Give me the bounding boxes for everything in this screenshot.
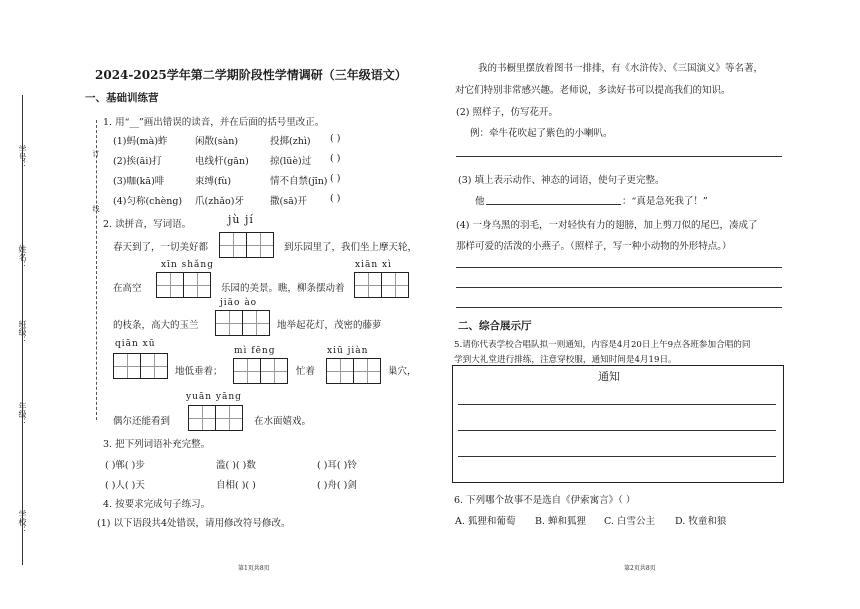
- q2-line5b: 在水面嬉戏。: [254, 416, 312, 427]
- r-q4-line-b: [456, 287, 782, 288]
- q2-line4a: 地低垂着；: [175, 366, 223, 377]
- q1-answer-paren: ( ): [330, 193, 341, 204]
- q1-word: 电线杆(gān): [195, 156, 249, 167]
- q1-word: (3)咖(kā)啡: [113, 176, 165, 187]
- q1-word: 闲散(sàn): [195, 136, 239, 147]
- r-q6-opt-d: D. 牧童和狼: [675, 516, 727, 527]
- section-2-heading: 二、综合展示厅: [458, 320, 532, 332]
- q2-line4c: 巢穴，: [388, 366, 417, 377]
- gutter-mark-xian: 线: [92, 205, 100, 212]
- r-q4-line1: (4) 一身乌黑的羽毛，一对轻快有力的翅膀，加上剪刀似的尾巴，凑成了: [456, 220, 758, 231]
- q2-line3a: 的枝条，高大的玉兰: [113, 320, 199, 331]
- q1-answer-paren: ( ): [330, 133, 341, 144]
- q2-line3b: 地举起花灯，茂密的藤萝: [277, 320, 382, 331]
- gutter-name-label: 姓名：: [18, 245, 27, 269]
- page-title: 2024-2025学年第二学期阶段性学情调研（三年级语文）: [95, 68, 407, 82]
- q3-item-5: 自相( )( ): [216, 480, 256, 491]
- r-q3-he: 他: [475, 196, 485, 207]
- q1-word: 撒(sā)开: [270, 196, 307, 207]
- r-q5-line1: 5.请你代表学校合唱队拟一则通知，内容是4月20日上午9点各班参加合唱的同: [454, 340, 751, 350]
- r-q6: 6. 下列哪个故事不是选自《伊索寓言》（ ）: [454, 495, 636, 506]
- page-2-footer: 第2页共8页: [624, 565, 656, 572]
- q1-word: (1)蚂(mà)蚱: [113, 136, 168, 147]
- pinyin-xiujian: xiū jiàn: [327, 346, 369, 356]
- q1-word: 情不自禁(jīn): [270, 176, 328, 187]
- pinyin-yuanyang: yuān yāng: [186, 392, 242, 402]
- q4-sub1: (1) 以下语段共4处错误，请用修改符号修改。: [97, 518, 291, 529]
- gutter-school-label: 学校：: [18, 510, 27, 534]
- q2-line4b: 忙着: [296, 366, 316, 377]
- q3-item-4: ( )人( )天: [105, 480, 145, 491]
- r-q2-answer-line: [456, 156, 782, 157]
- grid-qianxu: [113, 353, 168, 379]
- gutter-id-label: 学号：: [18, 145, 27, 169]
- r-q4-line2: 那样可爱的活泼的小燕子。（照样子，写一种小动物的外形特点。）: [456, 241, 732, 252]
- page-1-footer: 第1页共8页: [238, 565, 270, 572]
- gutter-class-label: 班级：: [18, 320, 27, 344]
- q3-item-6: ( )舟( )剑: [317, 480, 357, 491]
- q3-item-3: ( )耳( )铃: [317, 460, 357, 471]
- r-q3-rest: ：“真是急死我了！”: [622, 196, 708, 207]
- grid-xinshang: [156, 272, 211, 298]
- grid-juji: [219, 232, 274, 258]
- q2-line1b: 到乐园里了，我们坐上摩天轮，: [284, 242, 418, 253]
- q1-word: 投掷(zhì): [270, 136, 311, 147]
- r-q4-line-a: [456, 267, 782, 268]
- q1-word: (2)挨(āi)打: [113, 156, 162, 167]
- grid-yuanyang: [188, 405, 243, 431]
- grid-jiaoao: [215, 310, 270, 336]
- gutter-mark-ding: 订: [92, 150, 100, 157]
- r-q5-line2: 学到大礼堂进行排练，注意穿校服，通知时间是4月19日。: [454, 355, 677, 365]
- q3-item-2: 滥( )( )数: [216, 460, 256, 471]
- section-1-heading: 一、基础训练营: [85, 92, 159, 104]
- pinyin-jiaoao: jiāo ào: [220, 298, 258, 308]
- notice-line-1: [458, 404, 776, 405]
- q1-word: 束缚(fù): [195, 176, 232, 187]
- r-para-1: 我的书橱里摆放着图书一排排，有《水浒传》、《三国演义》等名著，: [478, 63, 764, 74]
- r-q3: (3) 填上表示动作、神态的词语，使句子更完整。: [458, 175, 665, 186]
- pinyin-mifeng: mì fēng: [234, 346, 276, 356]
- q3-stem: 3. 把下列词语补充完整。: [103, 439, 211, 450]
- q2-line1a: 春天到了，一切美好都: [113, 242, 209, 253]
- q1-word: 爪(zhǎo)牙: [195, 196, 244, 207]
- grid-xiujian: [326, 358, 381, 384]
- r-q3-blank: [486, 204, 621, 205]
- r-q2: (2) 照样子，仿写花开。: [456, 107, 558, 118]
- grid-mifeng: [233, 358, 288, 384]
- q1-stem: 1. 用“__”画出错误的读音，并在后面的括号里改正。: [103, 117, 325, 128]
- q2-line5a: 偶尔还能看到: [113, 416, 171, 427]
- q1-answer-paren: ( ): [330, 173, 341, 184]
- r-q6-opt-a: A. 狐狸和葡萄: [455, 516, 516, 527]
- pinyin-xinshang: xīn shǎng: [161, 260, 214, 270]
- r-example: 例：牵牛花吹起了紫色的小喇叭。: [470, 128, 613, 139]
- pinyin-juji: jù jí: [228, 213, 254, 226]
- q2-line2a: 在高空: [113, 283, 142, 294]
- notice-title: 通知: [598, 370, 620, 383]
- pinyin-qianxu: qiān xū: [115, 339, 156, 349]
- q3-item-1: ( )郸( )步: [105, 460, 145, 471]
- q1-word: (4)匀称(chèng): [113, 196, 183, 207]
- r-para-2: 对它们特别非常感兴趣。老师说，多读好书可以提高我们的知识。: [455, 85, 731, 96]
- q1-answer-paren: ( ): [330, 153, 341, 164]
- r-q6-opt-b: B. 蝉和狐狸: [535, 516, 587, 527]
- q2-line2b: 乐园的美景。瞧，柳条摆动着: [221, 283, 345, 294]
- r-q4-line-c: [456, 307, 782, 308]
- notice-line-3: [458, 456, 776, 457]
- q1-word: 掠(lüè)过: [270, 156, 312, 167]
- gutter-cut-line: [96, 120, 97, 420]
- gutter-grade-label: 年级：: [18, 402, 27, 426]
- q4-stem: 4. 按要求完成句子练习。: [103, 499, 211, 510]
- grid-xianxi: [354, 272, 409, 298]
- pinyin-xianxi: xiān xì: [355, 260, 392, 270]
- r-q6-opt-c: C. 白雪公主: [604, 516, 655, 527]
- q2-stem: 2. 读拼音，写词语。: [103, 219, 192, 230]
- notice-line-2: [458, 430, 776, 431]
